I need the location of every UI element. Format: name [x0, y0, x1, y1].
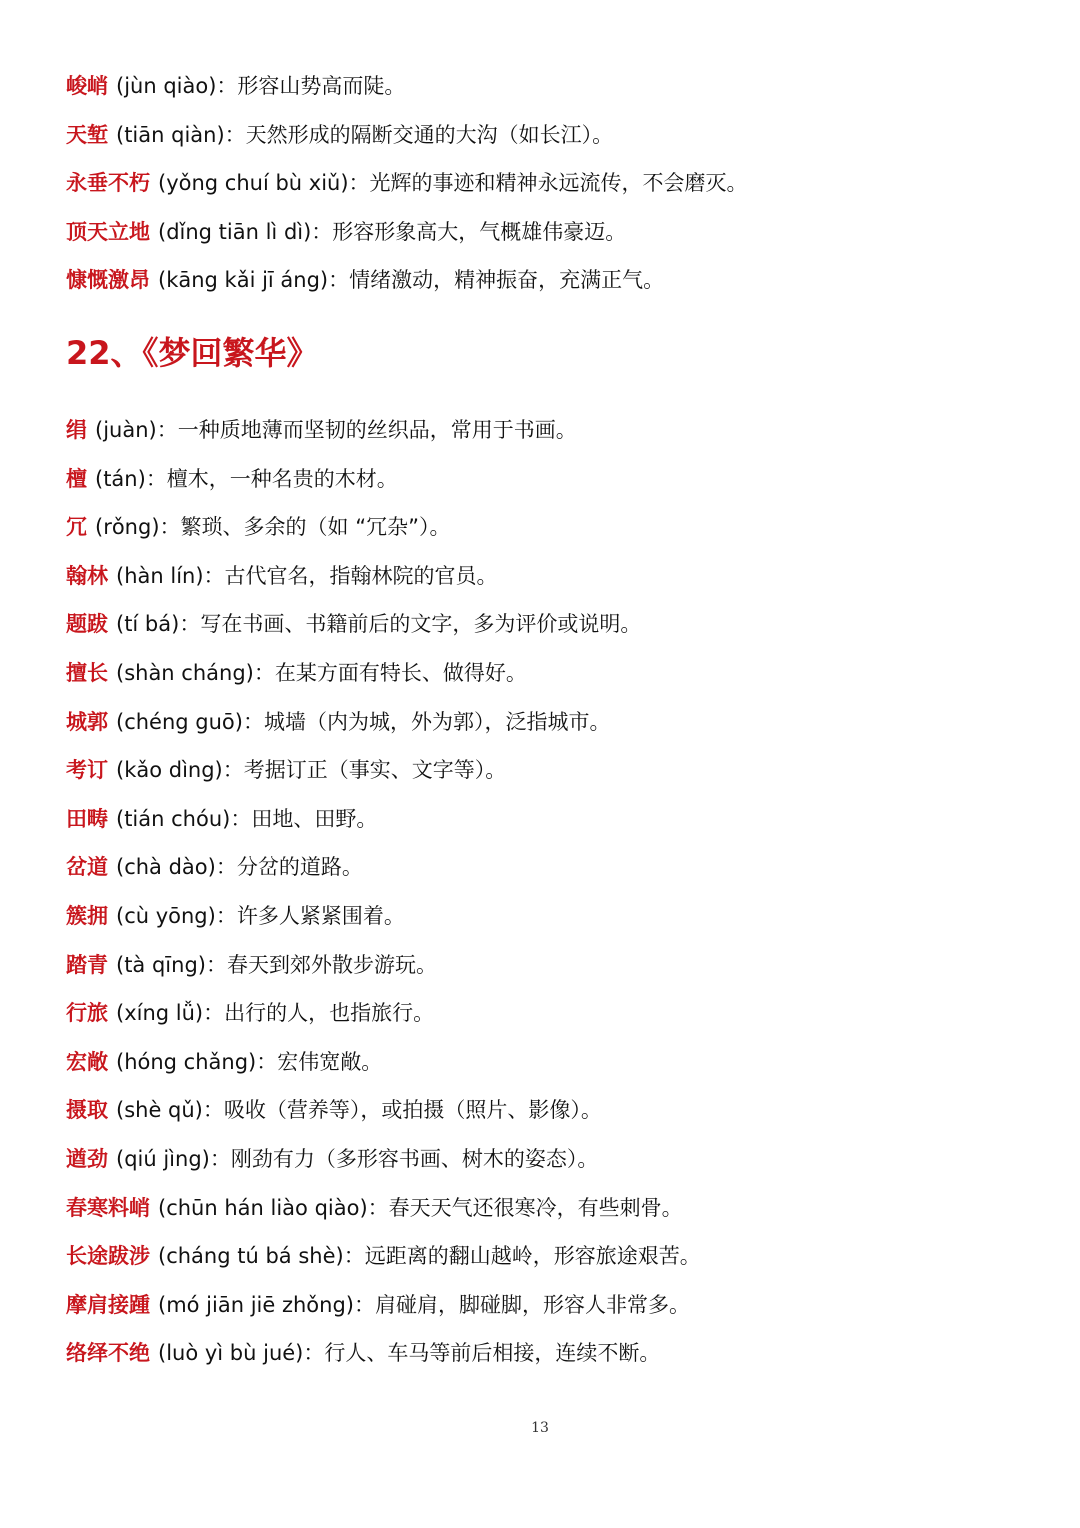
entry-pinyin: (chà dào) [116, 855, 216, 880]
vocabulary-entry [66, 698, 1046, 747]
vocabulary-entry [66, 62, 1046, 111]
entry-definition: ：吸收（营养等），或拍摄（照片、影像）。 [202, 1098, 602, 1123]
entry-definition: ：光辉的事迹和精神永远流传，不会磨灭。 [348, 171, 748, 196]
entry-definition: ：分岔的道路。 [215, 855, 363, 880]
vocabulary-entry [66, 208, 1046, 257]
vocabulary-entry [66, 503, 1046, 552]
entry-term: 簇拥 [66, 903, 108, 928]
entry-term: 檀 [66, 466, 87, 491]
entry-definition: ：形容山势高而陡。 [216, 74, 406, 98]
vocabulary-entry [66, 455, 1046, 504]
entry-term: 长途跋涉 [66, 1244, 150, 1269]
entry-pinyin: (xíng lǚ) [116, 1001, 204, 1026]
entry-term: 顶天立地 [66, 219, 150, 244]
vocabulary-entry [66, 892, 1046, 941]
entry-term: 峻峭 [66, 74, 108, 98]
section-heading: 22、《梦回繁华》 [66, 334, 319, 372]
entry-term: 摩肩接踵 [66, 1292, 150, 1317]
entry-term: 城郭 [66, 709, 108, 734]
entry-pinyin: (mó jiān jiē zhǒng) [158, 1292, 354, 1317]
entry-definition: ：刚劲有力（多形容书画、树木的姿态）。 [209, 1146, 599, 1171]
vocabulary-entry [66, 600, 1046, 649]
entry-definition: ：情绪激动，精神振奋，充满正气。 [328, 268, 665, 293]
entry-term: 田畴 [66, 806, 108, 831]
vocabulary-entry [66, 111, 1046, 160]
vocabulary-entry [66, 159, 1046, 208]
entry-definition: ：远距离的翻山越岭，形容旅途艰苦。 [343, 1244, 701, 1269]
entry-definition: ：形容形象高大，气概雄伟豪迈。 [311, 219, 627, 244]
vocabulary-list-top [66, 62, 1046, 305]
entry-definition: ：一种质地薄而坚韧的丝织品，常用于书画。 [156, 418, 577, 442]
entry-definition: ：古代官名，指翰林院的官员。 [203, 563, 498, 588]
entry-pinyin: (shè qǔ) [116, 1098, 203, 1123]
vocabulary-entry [66, 256, 1046, 305]
vocabulary-entry [66, 1135, 1046, 1184]
vocabulary-entry [66, 941, 1046, 990]
vocabulary-list-bottom [66, 406, 1046, 1378]
entry-pinyin: (tián chóu) [116, 806, 231, 831]
vocabulary-entry [66, 1086, 1046, 1135]
entry-definition: ：在某方面有特长、做得好。 [253, 660, 527, 685]
entry-pinyin: (hàn lín) [116, 563, 204, 588]
entry-term: 岔道 [66, 855, 108, 880]
entry-term: 慷慨激昂 [66, 268, 150, 293]
entry-term: 春寒料峭 [66, 1195, 150, 1220]
entry-pinyin: (kāng kǎi jī áng) [158, 268, 329, 293]
entry-definition: ：田地、田野。 [230, 806, 378, 831]
vocabulary-entry [66, 1184, 1046, 1233]
vocabulary-entry [66, 795, 1046, 844]
entry-pinyin: (rǒng) [95, 515, 160, 540]
entry-pinyin: (tiān qiàn) [116, 122, 225, 147]
entry-pinyin: (dǐng tiān lì dì) [158, 219, 312, 244]
entry-pinyin: (luò yì bù jué) [158, 1341, 304, 1366]
entry-definition: ：行人、车马等前后相接，连续不断。 [303, 1341, 661, 1366]
entry-term: 宏敞 [66, 1049, 108, 1074]
entry-pinyin: (tà qīng) [116, 952, 206, 977]
entry-term: 络绎不绝 [66, 1341, 150, 1366]
entry-definition: ：写在书画、书籍前后的文字，多为评价或说明。 [179, 612, 642, 637]
entry-term: 遒劲 [66, 1146, 108, 1171]
vocabulary-entry [66, 406, 1046, 455]
entry-definition: ：出行的人，也指旅行。 [203, 1001, 435, 1026]
entry-term: 永垂不朽 [66, 171, 150, 196]
vocabulary-entry [66, 843, 1046, 892]
vocabulary-entry [66, 746, 1046, 795]
entry-term: 摄取 [66, 1098, 108, 1123]
entry-definition: ：许多人紧紧围着。 [215, 903, 405, 928]
vocabulary-entry [66, 1281, 1046, 1330]
entry-pinyin: (yǒng chuí bù xiǔ) [158, 171, 349, 196]
entry-term: 题跋 [66, 612, 108, 637]
vocabulary-entry [66, 552, 1046, 601]
entry-pinyin: (shàn cháng) [116, 660, 254, 685]
entry-pinyin: (chūn hán liào qiào) [158, 1195, 368, 1220]
entry-pinyin: (jùn qiào) [116, 74, 217, 98]
entry-definition: ：宏伟宽敞。 [256, 1049, 383, 1074]
entry-definition: ：城墙（内为城，外为郭），泛指城市。 [242, 709, 611, 734]
entry-pinyin: (qiú jìng) [116, 1146, 210, 1171]
entry-pinyin: (chéng guō) [116, 709, 243, 734]
entry-term: 考订 [66, 758, 108, 783]
page-number: 13 [531, 1420, 549, 1436]
entry-pinyin: (cháng tú bá shè) [158, 1244, 344, 1269]
entry-pinyin: (tán) [95, 466, 146, 491]
entry-definition: ：考据订正（事实、文字等）。 [222, 758, 507, 783]
entry-definition: ：天然形成的隔断交通的大沟（如长江）。 [224, 122, 614, 147]
entry-pinyin: (hóng chǎng) [116, 1049, 257, 1074]
entry-term: 绢 [66, 418, 87, 442]
entry-pinyin: (juàn) [95, 418, 157, 442]
entry-definition: ：春天到郊外散步游玩。 [205, 952, 437, 977]
entry-definition: ：檀木，一种名贵的木材。 [145, 466, 398, 491]
entry-pinyin: (cù yōng) [116, 903, 216, 928]
entry-term: 擅长 [66, 660, 108, 685]
entry-term: 天堑 [66, 122, 108, 147]
entry-definition: ：繁琐、多余的（如 “冗杂”）。 [159, 515, 451, 540]
entry-term: 冗 [66, 515, 87, 540]
entry-pinyin: (kǎo dìng) [116, 758, 223, 783]
vocabulary-entry [66, 989, 1046, 1038]
vocabulary-entry [66, 1232, 1046, 1281]
entry-pinyin: (tí bá) [116, 612, 180, 637]
vocabulary-entry [66, 649, 1046, 698]
entry-term: 踏青 [66, 952, 108, 977]
vocabulary-entry [66, 1329, 1046, 1378]
entry-definition: ：肩碰肩，脚碰脚，形容人非常多。 [353, 1292, 690, 1317]
entry-term: 行旅 [66, 1001, 108, 1026]
vocabulary-entry [66, 1038, 1046, 1087]
entry-definition: ：春天天气还很寒冷，有些刺骨。 [367, 1195, 683, 1220]
entry-term: 翰林 [66, 563, 108, 588]
